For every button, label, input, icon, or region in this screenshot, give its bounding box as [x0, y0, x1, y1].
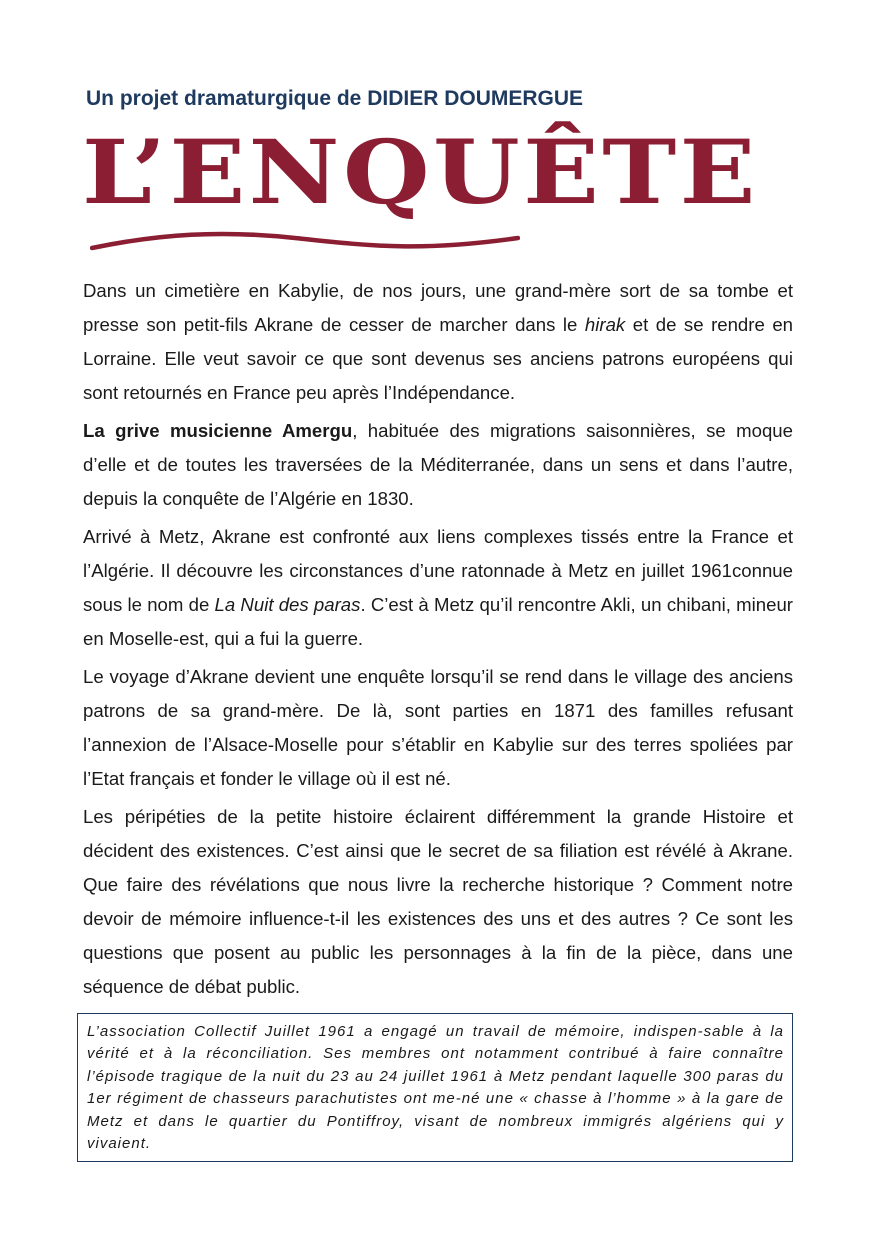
- paragraph-5: Les péripéties de la petite histoire éclairent différemment la grande Histoire et décident des existences. C’est ainsi que le secret de sa filiation est révélé à Akrane. Que faire des révélations que nous livre la recherche historique ? Comment notre devoir de mémoire influence-t-il les existences des uns et des autres ? Ce sont les questions que posent au public les personnages à la fin de la pièce, dans une séquence de débat public.: [83, 806, 793, 997]
- paragraph-4: Le voyage d’Akrane devient une enquête lorsqu’il se rend dans le village des anciens patrons de sa grand-mère. De là, sont parties en 1871 des familles refusant l’annexion de l’Alsace-Moselle pour s’établir en Kabylie sur des terres spoliées par l’Etat français et fonder le village où il est né.: [83, 666, 793, 789]
- wave-ornament-icon: [90, 226, 520, 256]
- synopsis: [83, 274, 793, 1008]
- association-note-text: L’association Collectif Juillet 1961 a engagé un travail de mémoire, indispen-sable à la vérité et à la réconciliation. Ses membres ont notamment contribué à faire connaître l’épisode tragique de la nuit du 23 au 24 juillet 1961 à Metz pendant laquelle 300 paras du 1er régiment de chasseurs parachutistes ont me-né une « chasse à l’homme » à la gare de Metz et dans le quartier du Pontiffroy, visant de nombreux immigrés algériens qui y vivaient.: [87, 1023, 784, 1153]
- paragraph-3: Arrivé à Metz, Akrane est confronté aux liens complexes tissés entre la France et l’Algérie. Il découvre les circonstances d’une ratonnade à Metz en juillet 1961connue sous le nom de La Nuit des paras. C’est à Metz qu’il rencontre Akli, un chibani, mineur en Moselle-est, qui a fui la guerre.: [83, 526, 793, 649]
- event-name: La Nuit des paras: [214, 594, 361, 615]
- page-title: L’ENQUÊTE: [82, 120, 759, 224]
- association-note-box: [77, 1013, 793, 1162]
- character-name: La grive musicienne Amergu: [83, 420, 353, 441]
- project-subtitle: Un projet dramaturgique de DIDIER DOUMERGUE: [86, 87, 584, 110]
- hirak-term: hirak: [584, 314, 626, 335]
- paragraph-2: La grive musicienne Amergu, habituée des migrations saisonnières, se moque d’elle et de toutes les traversées de la Méditerranée, dans un sens et dans l’autre, depuis la conquête de l’Algérie en 1830.: [83, 420, 793, 509]
- paragraph-1: Dans un cimetière en Kabylie, de nos jours, une grand-mère sort de sa tombe et presse son petit-fils Akrane de cesser de marcher dans le hirak et de se rendre en Lorraine. Elle veut savoir ce que sont devenus ses anciens patrons européens qui sont retournés en France peu après l’Indépendance.: [83, 280, 793, 403]
